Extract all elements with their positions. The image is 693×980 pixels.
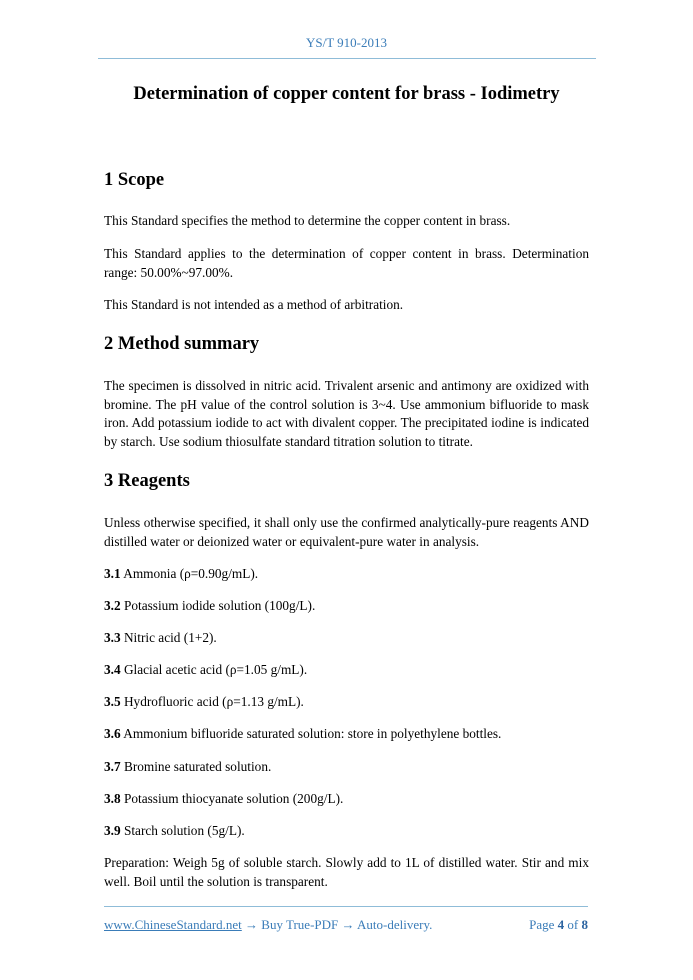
reagent-text: Potassium thiocyanate solution (200g/L).	[123, 791, 344, 806]
paragraph: This Standard is not intended as a method of arbitration.	[104, 297, 404, 312]
page-total: 8	[581, 917, 588, 932]
footer-divider	[104, 906, 588, 907]
arrow-right-icon: →	[245, 917, 259, 932]
buy-text: Buy True-PDF	[261, 917, 339, 932]
reagent-item	[104, 661, 589, 680]
reagent-text: Nitric acid (1+2).	[123, 630, 217, 645]
reagent-item	[104, 597, 589, 616]
section-heading-scope: 1 Scope	[104, 170, 165, 190]
reagent-number: 3.9	[104, 823, 121, 838]
reagent-item	[104, 790, 589, 809]
document-title: Determination of copper content for brass - Iodimetry	[133, 84, 560, 104]
reagent-text: Glacial acetic acid (ρ=1.05 g/mL).	[123, 662, 308, 677]
of-label: of	[567, 917, 579, 932]
reagent-item	[104, 725, 589, 744]
reagent-text: Bromine saturated solution.	[123, 759, 272, 774]
paragraph: Unless otherwise specified, it shall only use the confirmed analytically-pure reagents AND distilled water or deionized water or equivalent-pure water in analysis.	[104, 515, 589, 549]
reagent-number: 3.4	[104, 662, 121, 677]
paragraph-preparation: Preparation: Weigh 5g of soluble starch. Slowly add to 1L of distilled water. Stir and mix well. Boil until the solution is transparent.	[104, 855, 589, 889]
header-divider	[98, 58, 596, 59]
reagent-text: Potassium iodide solution (100g/L).	[123, 598, 316, 613]
reagent-number: 3.2	[104, 598, 121, 613]
delivery-text: Auto-delivery.	[357, 917, 433, 932]
website-link[interactable]: www.ChineseStandard.net	[104, 917, 242, 932]
section-heading-reagents: 3 Reagents	[104, 471, 190, 491]
reagent-item	[104, 758, 589, 777]
reagent-number: 3.1	[104, 566, 121, 581]
page-indicator	[529, 917, 588, 933]
arrow-right-icon: →	[341, 917, 355, 932]
header-standard-code: YS/T 910-2013	[305, 35, 387, 50]
page-label: Page	[529, 917, 555, 932]
reagent-number: 3.6	[104, 726, 121, 741]
reagent-item	[104, 565, 589, 584]
reagent-text: Ammonium bifluoride saturated solution: store in polyethylene bottles.	[123, 726, 502, 741]
footer-promo	[104, 917, 432, 933]
reagent-number: 3.8	[104, 791, 121, 806]
reagent-number: 3.7	[104, 759, 121, 774]
paragraph: This Standard specifies the method to determine the copper content in brass.	[104, 213, 511, 228]
reagent-text: Starch solution (5g/L).	[123, 823, 245, 838]
reagent-item	[104, 693, 589, 712]
paragraph: This Standard applies to the determination of copper content in brass. Determination range: 50.00%~97.00%.	[104, 246, 589, 280]
section-heading-method-summary: 2 Method summary	[104, 334, 260, 354]
reagent-text: Ammonia (ρ=0.90g/mL).	[123, 566, 259, 581]
reagent-number: 3.5	[104, 694, 121, 709]
reagent-number: 3.3	[104, 630, 121, 645]
page-current: 4	[557, 917, 565, 932]
paragraph: The specimen is dissolved in nitric acid. Trivalent arsenic and antimony are oxidized with bromine. The pH value of the control solution is 3~4. Use ammonium bifluoride to mask iron. Add potassium iodide to act with divalent copper. The precipitated iodine is indicated by starch. Use sodium thiosulfate standard titration solution to titrate.	[104, 378, 589, 449]
reagent-item	[104, 629, 589, 648]
reagent-text: Hydrofluoric acid (ρ=1.13 g/mL).	[123, 694, 304, 709]
reagent-item	[104, 822, 589, 841]
